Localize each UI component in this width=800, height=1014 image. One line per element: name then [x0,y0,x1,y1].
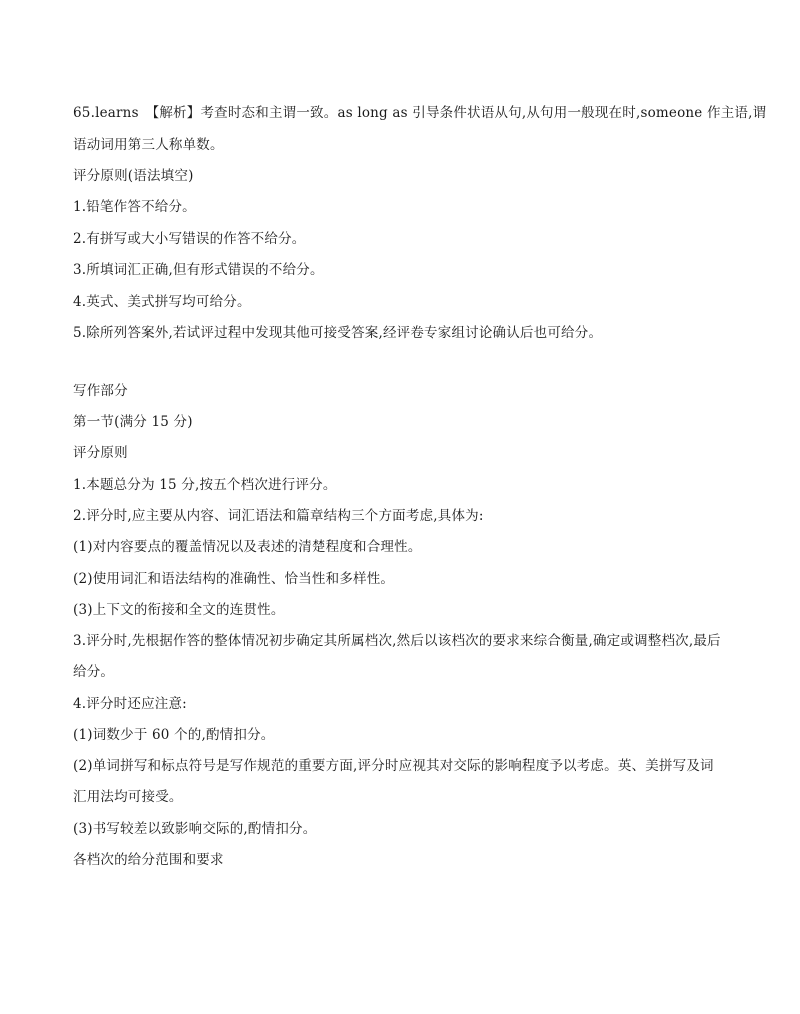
writing-rule-3-line-1: 3.评分时,先根据作答的整体情况初步确定其所属档次,然后以该档次的要求来综合衡量,确定或调整档次,最后 [73,633,721,649]
answer-65-line-1: 65.learns 【解析】考查时态和主谓一致。as long as 引导条件状语从句,从句用一般现在时,someone 作主语,谓 [73,105,767,121]
writing-rule-2-sub-2: (2)使用词汇和语法结构的准确性、恰当性和多样性。 [73,571,395,587]
grammar-scoring-heading: 评分原则(语法填空) [73,168,194,184]
writing-part-one-heading: 第一节(满分 15 分) [73,414,193,430]
writing-section-heading: 写作部分 [73,383,128,399]
writing-rule-4-sub-3: (3)书写较差以致影响交际的,酌情扣分。 [73,821,317,837]
grammar-rule-4: 4.英式、美式拼写均可给分。 [73,294,251,310]
writing-rule-4-sub-2-line-2: 汇用法均可接受。 [73,789,183,805]
grammar-rule-2: 2.有拼写或大小写错误的作答不给分。 [73,231,306,247]
writing-scoring-heading: 评分原则 [73,445,128,461]
grade-levels-heading: 各档次的给分范围和要求 [73,852,224,868]
grammar-rule-5: 5.除所列答案外,若试评过程中发现其他可接受答案,经评卷专家组讨论确认后也可给分。 [73,325,603,341]
answer-65-line-2: 语动词用第三人称单数。 [73,137,224,153]
writing-rule-3-line-2: 给分。 [73,664,115,680]
writing-rule-4-sub-1: (1)词数少于 60 个的,酌情扣分。 [73,727,275,743]
writing-rule-4: 4.评分时还应注意: [73,696,187,712]
writing-rule-1: 1.本题总分为 15 分,按五个档次进行评分。 [73,477,337,493]
writing-rule-2-sub-1: (1)对内容要点的覆盖情况以及表述的清楚程度和合理性。 [73,539,422,555]
grammar-rule-3: 3.所填词汇正确,但有形式错误的不给分。 [73,262,324,278]
writing-rule-2-sub-3: (3)上下文的衔接和全文的连贯性。 [73,602,285,618]
grammar-rule-1: 1.铅笔作答不给分。 [73,199,196,215]
writing-rule-2: 2.评分时,应主要从内容、词汇语法和篇章结构三个方面考虑,具体为: [73,508,484,524]
writing-rule-4-sub-2-line-1: (2)单词拼写和标点符号是写作规范的重要方面,评分时应视其对交际的影响程度予以考虑。英、美拼写及词 [73,758,714,774]
